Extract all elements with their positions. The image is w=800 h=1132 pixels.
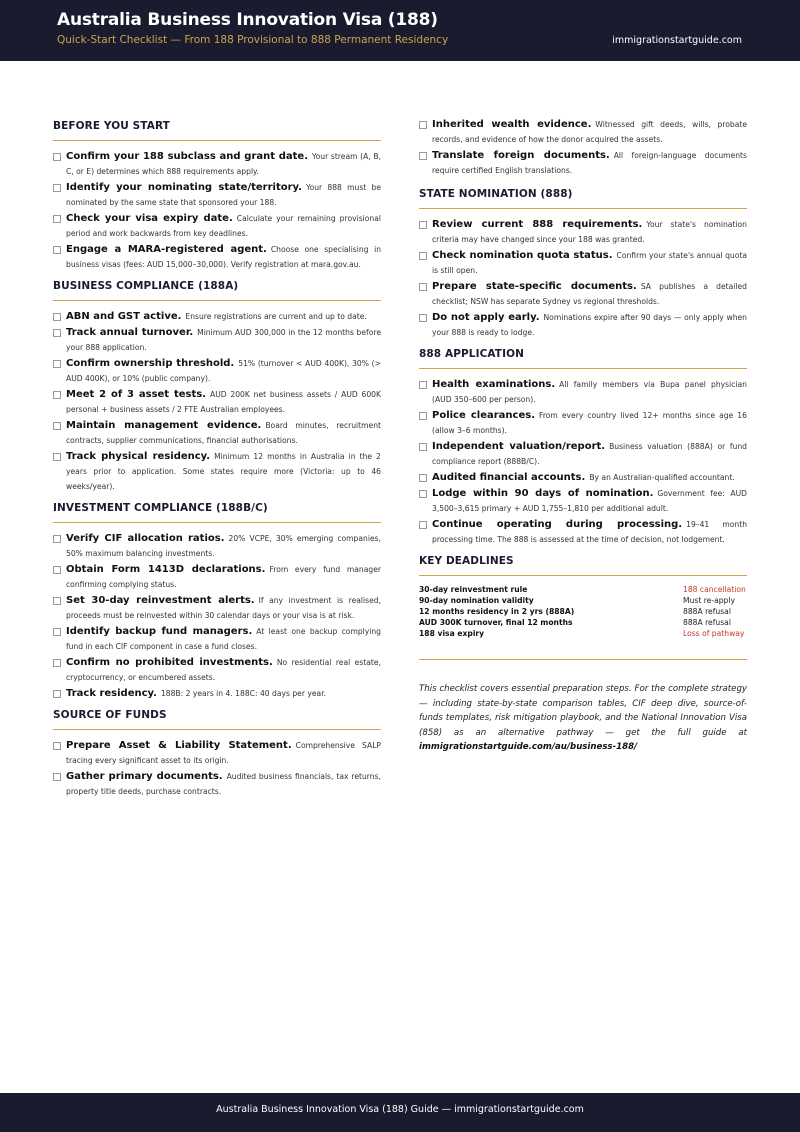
- item-description: 51% (turnover < AUD 400K), 30% (> AUD 400K), or 10% (public company).: [66, 359, 381, 383]
- deadline-consequence: 888A refusal: [683, 607, 731, 616]
- item-lead: Lodge within 90 days of nomination.: [432, 488, 654, 499]
- checklist-item: [53, 686, 381, 701]
- checklist-item: [419, 439, 747, 469]
- checkbox[interactable]: [53, 690, 61, 698]
- checklist-item: [419, 377, 747, 407]
- item-lead: Verify CIF allocation ratios.: [66, 533, 225, 544]
- item-description: Comprehensive SALP tracing every significant asset to its origin.: [66, 741, 382, 765]
- item-description: Choose one specialising in business visas (fees: AUD 15,000–30,000). Verify registration at mara.gov.au.: [66, 245, 382, 269]
- checkbox[interactable]: [53, 246, 61, 254]
- section-title: SOURCE OF FUNDS: [53, 707, 381, 730]
- right-sections: [419, 186, 747, 547]
- checkbox[interactable]: [53, 659, 61, 667]
- checklist-item: [53, 769, 381, 799]
- item-lead: Engage a MARA-registered agent.: [66, 244, 267, 255]
- page-title: Australia Business Innovation Visa (188): [57, 10, 438, 30]
- item-description: Nominations expire after 90 days — only apply when your 888 is ready to lodge.: [432, 313, 747, 337]
- item-description: If any investment is realised, proceeds must be reinvested within 30 calendar days or your visa is at risk.: [66, 596, 381, 620]
- checkbox[interactable]: [419, 152, 427, 160]
- item-lead: Review current 888 requirements.: [432, 219, 643, 230]
- deadline-consequence: 188 cancellation: [683, 585, 746, 594]
- item-description: Business valuation (888A) or fund compliance report (888B/C).: [432, 442, 747, 466]
- item-lead: Track physical residency.: [66, 451, 211, 462]
- item-description: Calculate your remaining provisional period and work backwards from key deadlines.: [66, 214, 381, 238]
- item-description: At least one backup complying fund in each CIF component in case a fund closes.: [66, 627, 382, 651]
- checkbox[interactable]: [53, 215, 61, 223]
- deadline-label: 90-day nomination validity: [419, 596, 534, 605]
- item-lead: Meet 2 of 3 asset tests.: [66, 389, 206, 400]
- section-title: BUSINESS COMPLIANCE (188A): [53, 278, 381, 301]
- checklist-item: [419, 517, 747, 547]
- checklist-section: [53, 500, 381, 701]
- item-description: From every fund manager confirming complying status.: [66, 565, 381, 589]
- checkbox[interactable]: [53, 453, 61, 461]
- checkbox[interactable]: [419, 314, 427, 322]
- item-description: 19–41 month processing time. The 888 is assessed at the time of decision, not lodgement.: [432, 520, 748, 544]
- checklist-item: [53, 180, 381, 210]
- checklist-item: [53, 211, 381, 241]
- item-description: From every country lived 12+ months since age 16 (allow 3–6 months).: [432, 411, 747, 435]
- deadline-consequence: 888A refusal: [683, 618, 731, 627]
- deadline-label: AUD 300K turnover, final 12 months: [419, 618, 573, 627]
- checklist-item: [419, 310, 747, 340]
- left-column: [53, 118, 381, 805]
- item-description: Your 888 must be nominated by the same state that sponsored your 188.: [66, 183, 381, 207]
- item-description: SA publishes a detailed checklist; NSW has separate Sydney vs regional thresholds.: [432, 282, 747, 306]
- checklist-item: [419, 470, 747, 485]
- checklist-item: [53, 738, 381, 768]
- checklist-item: [53, 387, 381, 417]
- item-description: Confirm your state's annual quota is still open.: [432, 251, 747, 275]
- checkbox[interactable]: [53, 184, 61, 192]
- item-description: 188B: 2 years in 4. 188C: 40 days per year.: [160, 689, 327, 698]
- checklist-section: [53, 707, 381, 799]
- item-description: Minimum AUD 300,000 in the 12 months before your 888 application.: [66, 328, 381, 352]
- checkbox[interactable]: [53, 391, 61, 399]
- item-lead: Identify your nominating state/territory.: [66, 182, 302, 193]
- deadline-consequence: Loss of pathway: [683, 629, 745, 638]
- item-lead: Inherited wealth evidence.: [432, 119, 592, 130]
- checklist-item: [419, 117, 747, 147]
- checkbox[interactable]: [53, 153, 61, 161]
- item-description: Government fee: AUD 3,500–3,615 primary + AUD 1,755–1,810 per additional adult.: [432, 489, 747, 513]
- item-description: Your state's nomination criteria may have changed since your 188 was granted.: [432, 220, 747, 244]
- item-lead: ABN and GST active.: [66, 311, 182, 322]
- item-description: Your stream (A, B, C, or E) determines which 888 requirements apply.: [66, 152, 381, 176]
- guide-link[interactable]: immigrationstartguide.com/au/business-188/: [419, 742, 638, 752]
- item-description: All foreign-language documents require certified English translations.: [432, 151, 747, 175]
- item-lead: Translate foreign documents.: [432, 150, 610, 161]
- checklist-item: [419, 408, 747, 438]
- item-lead: Set 30-day reinvestment alerts.: [66, 595, 255, 606]
- item-description: No residential real estate, cryptocurrency, or encumbered assets.: [66, 658, 381, 682]
- section-title: INVESTMENT COMPLIANCE (188B/C): [53, 500, 381, 523]
- checkbox[interactable]: [53, 773, 61, 781]
- section-title: KEY DEADLINES: [419, 553, 747, 576]
- item-description: Board minutes, recruitment contracts, supplier communications, financial authorisations.: [66, 421, 381, 445]
- right-column: [419, 118, 747, 755]
- item-lead: Police clearances.: [432, 410, 536, 421]
- key-deadlines-section: [419, 553, 747, 660]
- item-lead: Prepare state-specific documents.: [432, 281, 637, 292]
- item-lead: Obtain Form 1413D declarations.: [66, 564, 266, 575]
- item-lead: Maintain management evidence.: [66, 420, 262, 431]
- checkbox[interactable]: [419, 283, 427, 291]
- checklist-item: [419, 248, 747, 278]
- checklist-item: [53, 593, 381, 623]
- checklist-item: [419, 486, 747, 516]
- item-lead: Independent valuation/report.: [432, 441, 606, 452]
- checkbox[interactable]: [419, 443, 427, 451]
- checklist-item: [53, 309, 381, 324]
- item-lead: Prepare Asset & Liability Statement.: [66, 740, 292, 751]
- checkbox[interactable]: [53, 742, 61, 750]
- deadline-row: [419, 606, 747, 617]
- deadlines-table: [419, 584, 747, 660]
- deadline-consequence: Must re-apply: [683, 596, 735, 605]
- checklist-item: [53, 242, 381, 272]
- item-description: Minimum 12 months in Australia in the 2 years prior to application. Some states require more (Victoria: up to 46 weeks/year).: [66, 452, 382, 491]
- deadline-row: [419, 617, 747, 628]
- checkbox[interactable]: [419, 381, 427, 389]
- checkbox[interactable]: [419, 474, 427, 482]
- item-lead: Check your visa expiry date.: [66, 213, 233, 224]
- checkbox[interactable]: [419, 252, 427, 260]
- checkbox[interactable]: [419, 490, 427, 498]
- item-lead: Confirm no prohibited investments.: [66, 657, 273, 668]
- item-lead: Gather primary documents.: [66, 771, 223, 782]
- item-description: AUD 200K net business assets / AUD 600K personal + business assets / 2 FTE Australian employees.: [66, 390, 381, 414]
- checklist-section: [53, 118, 381, 272]
- checkbox[interactable]: [53, 535, 61, 543]
- item-lead: Track annual turnover.: [66, 327, 194, 338]
- item-lead: Confirm ownership threshold.: [66, 358, 235, 369]
- item-lead: Health examinations.: [432, 379, 556, 390]
- item-description: By an Australian-qualified accountant.: [589, 473, 735, 482]
- checklist-item: [53, 356, 381, 386]
- item-lead: Track residency.: [66, 688, 157, 699]
- item-lead: Do not apply early.: [432, 312, 540, 323]
- item-description: Audited business financials, tax returns, property title deeds, purchase contracts.: [66, 772, 381, 796]
- checkbox[interactable]: [419, 412, 427, 420]
- item-description: 20% VCPE, 30% emerging companies, 50% maximum balancing investments.: [66, 534, 381, 558]
- checkbox[interactable]: [53, 566, 61, 574]
- deadline-label: 12 months residency in 2 yrs (888A): [419, 607, 575, 616]
- checklist-item: [53, 418, 381, 448]
- item-lead: Continue operating during processing.: [432, 519, 683, 530]
- item-description: Ensure registrations are current and up to date.: [185, 312, 367, 321]
- checklist-item: [419, 148, 747, 178]
- checklist-item: [53, 149, 381, 179]
- item-description: All family members via Bupa panel physician (AUD 350–600 per person).: [432, 380, 747, 404]
- page-footer: Australia Business Innovation Visa (188) Guide — immigrationstartguide.com: [0, 1093, 800, 1132]
- item-description: Witnessed gift deeds, wills, probate records, and evidence of how the donor acquired the assets.: [432, 120, 747, 144]
- deadline-row: [419, 628, 747, 639]
- checkbox[interactable]: [53, 360, 61, 368]
- checklist-item: [419, 279, 747, 309]
- right-top-items: [419, 117, 747, 178]
- checklist-section: [419, 186, 747, 340]
- checkbox[interactable]: [419, 521, 427, 529]
- checklist-item: [53, 449, 381, 494]
- checklist-section: [53, 278, 381, 494]
- checkbox[interactable]: [419, 221, 427, 229]
- checkbox[interactable]: [53, 313, 61, 321]
- checklist-item: [53, 531, 381, 561]
- deadline-row: [419, 595, 747, 606]
- checkbox[interactable]: [419, 121, 427, 129]
- closing-note: [419, 682, 747, 755]
- deadline-label: 188 visa expiry: [419, 629, 485, 638]
- deadline-row: [419, 584, 747, 595]
- checklist-item: [53, 325, 381, 355]
- site-link[interactable]: immigrationstartguide.com: [612, 35, 742, 46]
- section-title: 888 APPLICATION: [419, 346, 747, 369]
- item-lead: Check nomination quota status.: [432, 250, 613, 261]
- checkbox[interactable]: [53, 628, 61, 636]
- page-subtitle: Quick-Start Checklist — From 188 Provisional to 888 Permanent Residency: [57, 34, 449, 46]
- note-text: This checklist covers essential preparation steps. For the complete strategy — including state-by-state comparison tables, CIF deep dive, source-of-funds templates, risk mitigation playbook, and the National Innovation Visa (858) as an alternative pathway — get the full guide at: [419, 684, 747, 738]
- checklist-item: [419, 217, 747, 247]
- section-title: BEFORE YOU START: [53, 118, 381, 141]
- checkbox[interactable]: [53, 329, 61, 337]
- checklist-item: [53, 562, 381, 592]
- checkbox[interactable]: [53, 422, 61, 430]
- item-lead: Confirm your 188 subclass and grant date.: [66, 151, 309, 162]
- checklist-item: [53, 624, 381, 654]
- checkbox[interactable]: [53, 597, 61, 605]
- page-header: [0, 0, 800, 61]
- section-title: STATE NOMINATION (888): [419, 186, 747, 209]
- item-lead: Identify backup fund managers.: [66, 626, 253, 637]
- checklist-item: [53, 655, 381, 685]
- item-lead: Audited financial accounts.: [432, 472, 586, 483]
- checklist-section: [419, 346, 747, 547]
- deadline-label: 30-day reinvestment rule: [419, 585, 528, 594]
